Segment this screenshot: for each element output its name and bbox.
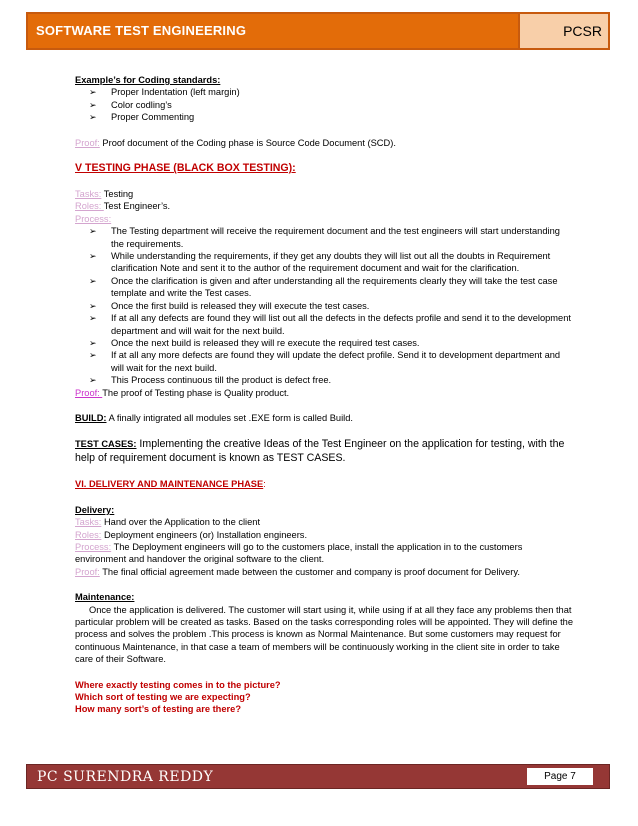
maintenance-heading: Maintenance: bbox=[75, 592, 135, 603]
question-2: Which sort of testing we are expecting? bbox=[75, 692, 251, 703]
arrow-bullet-icon: ➢ bbox=[89, 226, 97, 237]
arrow-bullet-icon: ➢ bbox=[89, 87, 97, 98]
arrow-bullet-icon: ➢ bbox=[89, 112, 97, 123]
testing-process-list bbox=[75, 225, 575, 386]
testing-roles: Roles: Test Engineer’s. bbox=[75, 201, 171, 212]
list-item: ➢ If at all any defects are found they will list out all the defects in the defects profile and send it to the development department and will wait for the next build. bbox=[89, 313, 571, 336]
delivery-tasks: Tasks: Hand over the Application to the client bbox=[75, 517, 261, 528]
arrow-bullet-icon: ➢ bbox=[89, 275, 97, 286]
delivery-phase-heading: VI. DELIVERY AND MAINTENANCE PHASE: bbox=[75, 479, 266, 490]
list-item: ➢ Proper Indentation (left margin) bbox=[89, 87, 240, 98]
list-item: ➢ Once the clarification is given and after understanding all the requirements clearly they will take the test case template and write the Test cases. bbox=[89, 275, 558, 299]
arrow-bullet-icon: ➢ bbox=[89, 313, 97, 324]
list-item: ➢ While understanding the requirements, if they get any doubts they will list out all the doubts in Requirement clarification Note and sent it to the author of the requirement document and wait for the clarification. bbox=[89, 251, 551, 274]
page-number: Page 7 bbox=[527, 768, 593, 785]
page-header bbox=[26, 12, 610, 50]
page-footer bbox=[26, 764, 610, 789]
coding-proof: Proof: Proof document of the Coding phase is Source Code Document (SCD). bbox=[75, 137, 396, 148]
list-item: ➢ This Process continuous till the product is defect free. bbox=[89, 375, 332, 386]
list-item: ➢ Once the first build is released they will execute the test cases. bbox=[89, 300, 370, 311]
testing-heading: V TESTING PHASE (BLACK BOX TESTING): bbox=[75, 162, 296, 175]
delivery-heading: Delivery: bbox=[75, 504, 115, 515]
arrow-bullet-icon: ➢ bbox=[89, 99, 97, 110]
arrow-bullet-icon: ➢ bbox=[89, 337, 97, 348]
arrow-bullet-icon: ➢ bbox=[89, 350, 97, 361]
list-item: ➢ Proper Commenting bbox=[89, 112, 195, 123]
question-1: Where exactly testing comes in to the picture? bbox=[75, 679, 281, 690]
header-title: SOFTWARE TEST ENGINEERING bbox=[28, 14, 518, 48]
build-definition: BUILD: A finally intigrated all modules set .EXE form is called Build. bbox=[75, 412, 353, 423]
arrow-bullet-icon: ➢ bbox=[89, 300, 97, 311]
coding-heading: Example’s for Coding standards: bbox=[75, 75, 221, 85]
question-3: How many sort’s of testing are there? bbox=[75, 704, 242, 715]
testing-proof: Proof: The proof of Testing phase is Quality product. bbox=[75, 387, 290, 398]
testing-process-label: Process: bbox=[75, 213, 112, 224]
delivery-proof: Proof: The final official agreement made between the customer and company is proof document for Delivery. bbox=[75, 566, 520, 577]
test-cases-definition: TEST CASES: Implementing the creative Ideas of the Test Engineer on the application for testing, with the help of requirement document is known as TEST CASES. bbox=[75, 438, 565, 465]
testing-tasks: Tasks: Testing bbox=[75, 189, 134, 200]
list-item: ➢ If at all any more defects are found they will update the defect profile. Send it to development department and will wait for the next build. bbox=[89, 350, 561, 373]
arrow-bullet-icon: ➢ bbox=[89, 251, 97, 262]
header-brand: PCSR bbox=[518, 14, 608, 48]
coding-list bbox=[75, 86, 575, 123]
document-body bbox=[75, 74, 575, 716]
list-item: ➢ Once the next build is released they will re execute the required test cases. bbox=[89, 337, 420, 348]
maintenance-paragraph: Once the application is delivered. The customer will start using it, while using if at all they face any problems then that particular problem will be created as tasks. Based on the tasks corresponding roles will be appointed. They will define the process and solves the problem .This process is known as Normal Maintenance. But some customers may request for continuous Maintenance, in that case a team of members will be continuously working in the client site in order to take care of their Software. bbox=[75, 604, 573, 665]
footer-author: PC SURENDRA REDDY bbox=[37, 768, 214, 785]
list-item: ➢ The Testing department will receive the requirement document and the test engineers will start understanding the requirements. bbox=[89, 226, 560, 249]
delivery-process: Process: The Deployment engineers will go to the customers place, install the application in to the customers environment and handover the original software to the client. bbox=[75, 541, 523, 565]
list-item: ➢ Color codling’s bbox=[89, 99, 172, 110]
arrow-bullet-icon: ➢ bbox=[89, 375, 97, 386]
delivery-roles: Roles: Deployment engineers (or) Installation engineers. bbox=[75, 529, 308, 540]
